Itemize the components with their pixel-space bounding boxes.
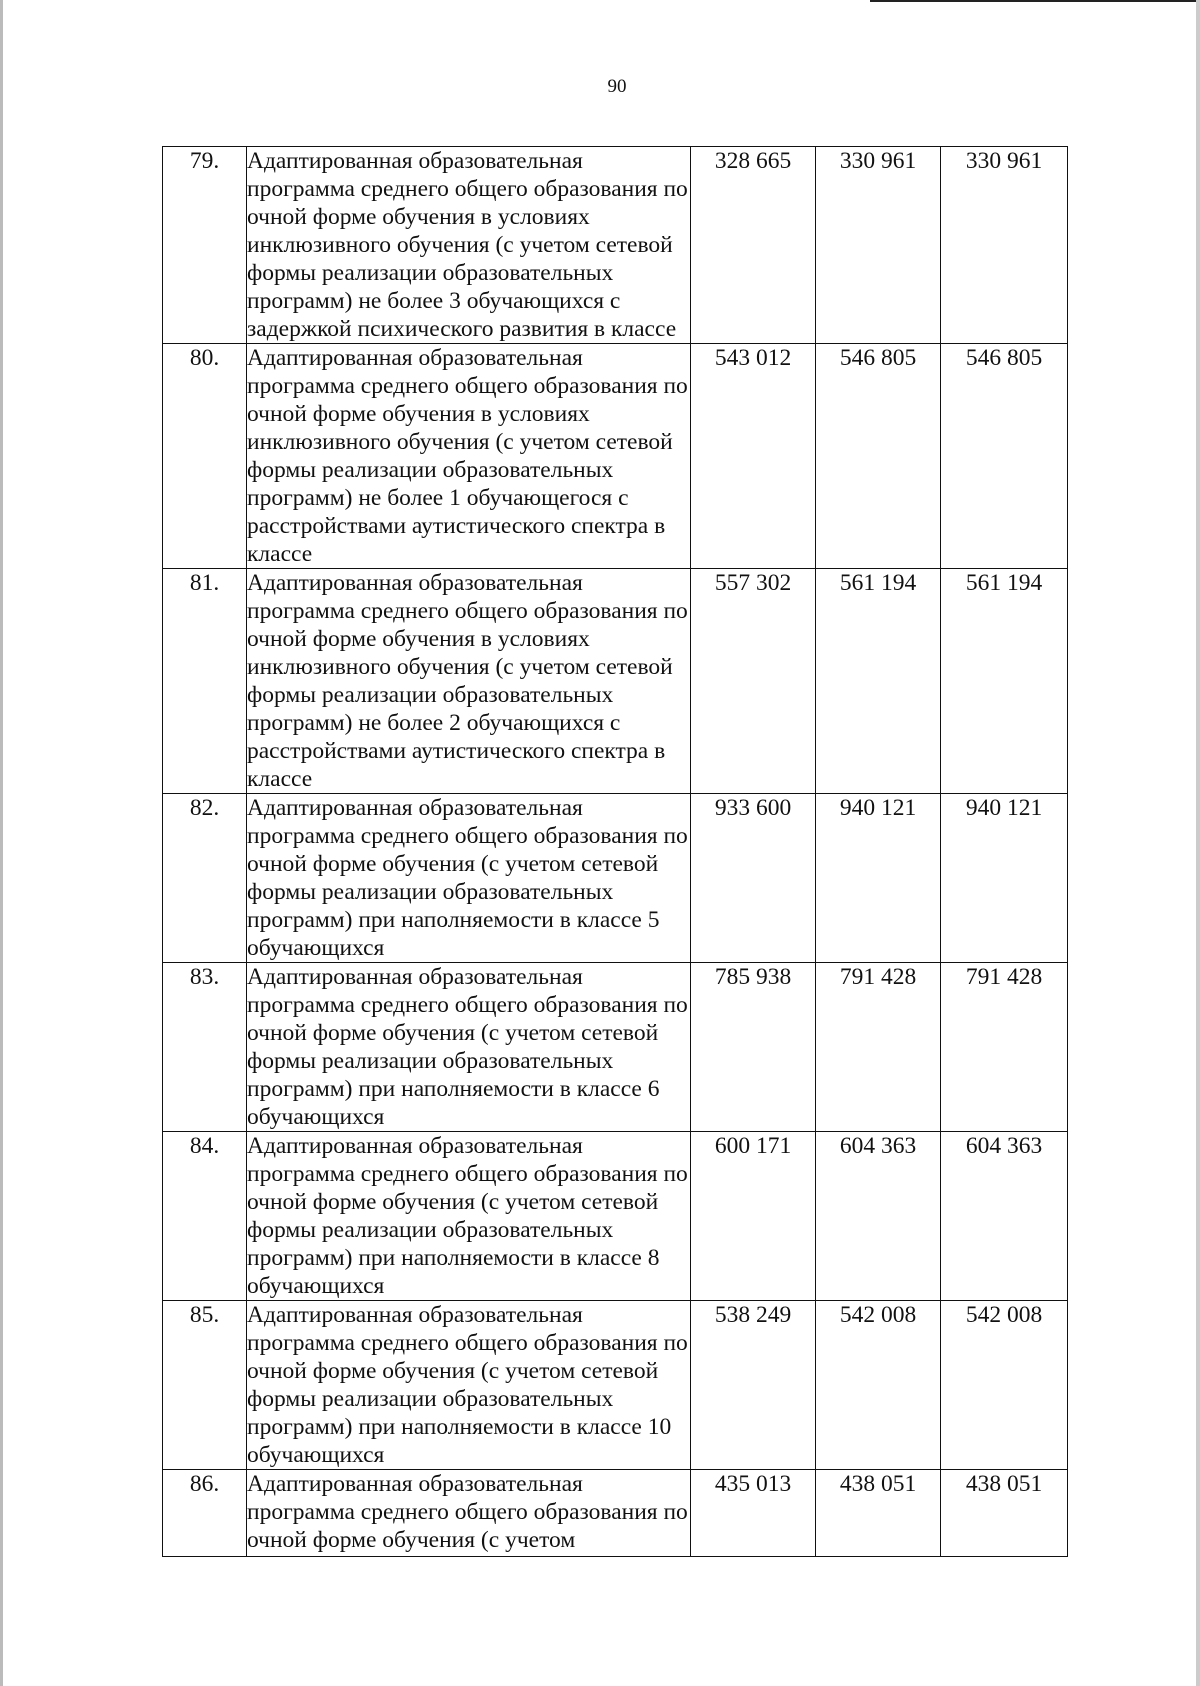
value-year-2: 791 428 xyxy=(816,963,941,1132)
row-number: 79. xyxy=(163,147,247,344)
scan-edge-right xyxy=(1196,0,1200,1686)
value-year-1: 933 600 xyxy=(691,794,816,963)
table-row xyxy=(163,1470,1068,1557)
row-number: 82. xyxy=(163,794,247,963)
table-row xyxy=(163,794,1068,963)
row-number: 81. xyxy=(163,569,247,794)
table-row xyxy=(163,963,1068,1132)
table-row xyxy=(163,1301,1068,1470)
program-description: Адаптированная образовательная программа среднего общего образования по очной форме обучения в условиях инклюзивного обучения (с учетом сетевой формы реализации образовательных программ) не более 3 обучающихся с задержкой психического развития в классе xyxy=(247,147,691,344)
page-number: 90 xyxy=(607,76,627,97)
row-number: 85. xyxy=(163,1301,247,1470)
value-year-1: 328 665 xyxy=(691,147,816,344)
value-year-3: 604 363 xyxy=(941,1132,1068,1301)
value-year-2: 604 363 xyxy=(816,1132,941,1301)
scan-edge-top xyxy=(870,0,1200,2)
scan-edge-left xyxy=(0,0,3,1686)
value-year-1: 435 013 xyxy=(691,1470,816,1557)
value-year-2: 546 805 xyxy=(816,344,941,569)
value-year-2: 561 194 xyxy=(816,569,941,794)
value-year-1: 785 938 xyxy=(691,963,816,1132)
value-year-3: 546 805 xyxy=(941,344,1068,569)
table-row xyxy=(163,147,1068,344)
value-year-3: 542 008 xyxy=(941,1301,1068,1470)
value-year-2: 330 961 xyxy=(816,147,941,344)
row-number: 84. xyxy=(163,1132,247,1301)
value-year-1: 543 012 xyxy=(691,344,816,569)
funding-table xyxy=(162,146,1068,1557)
table-row xyxy=(163,569,1068,794)
program-description: Адаптированная образовательная программа среднего общего образования по очной форме обучения (с учетом xyxy=(247,1470,691,1557)
program-description: Адаптированная образовательная программа среднего общего образования по очной форме обучения (с учетом сетевой формы реализации образовательных программ) при наполняемости в классе 8 обучающихся xyxy=(247,1132,691,1301)
program-description: Адаптированная образовательная программа среднего общего образования по очной форме обучения (с учетом сетевой формы реализации образовательных программ) при наполняемости в классе 5 обучающихся xyxy=(247,794,691,963)
value-year-3: 791 428 xyxy=(941,963,1068,1132)
row-number: 80. xyxy=(163,344,247,569)
row-number: 83. xyxy=(163,963,247,1132)
row-number: 86. xyxy=(163,1470,247,1557)
value-year-3: 940 121 xyxy=(941,794,1068,963)
value-year-1: 557 302 xyxy=(691,569,816,794)
program-description: Адаптированная образовательная программа среднего общего образования по очной форме обучения в условиях инклюзивного обучения (с учетом сетевой формы реализации образовательных программ) не более 2 обучающихся с расстройствами аутистического спектра в классе xyxy=(247,569,691,794)
value-year-3: 561 194 xyxy=(941,569,1068,794)
value-year-1: 600 171 xyxy=(691,1132,816,1301)
value-year-2: 542 008 xyxy=(816,1301,941,1470)
value-year-2: 940 121 xyxy=(816,794,941,963)
program-description: Адаптированная образовательная программа среднего общего образования по очной форме обучения (с учетом сетевой формы реализации образовательных программ) при наполняемости в классе 6 обучающихся xyxy=(247,963,691,1132)
table-row xyxy=(163,344,1068,569)
program-description: Адаптированная образовательная программа среднего общего образования по очной форме обучения в условиях инклюзивного обучения (с учетом сетевой формы реализации образовательных программ) не более 1 обучающегося с расстройствами аутистического спектра в классе xyxy=(247,344,691,569)
program-description: Адаптированная образовательная программа среднего общего образования по очной форме обучения (с учетом сетевой формы реализации образовательных программ) при наполняемости в классе 10 обучающихся xyxy=(247,1301,691,1470)
value-year-2: 438 051 xyxy=(816,1470,941,1557)
value-year-3: 438 051 xyxy=(941,1470,1068,1557)
table-row xyxy=(163,1132,1068,1301)
value-year-1: 538 249 xyxy=(691,1301,816,1470)
value-year-3: 330 961 xyxy=(941,147,1068,344)
